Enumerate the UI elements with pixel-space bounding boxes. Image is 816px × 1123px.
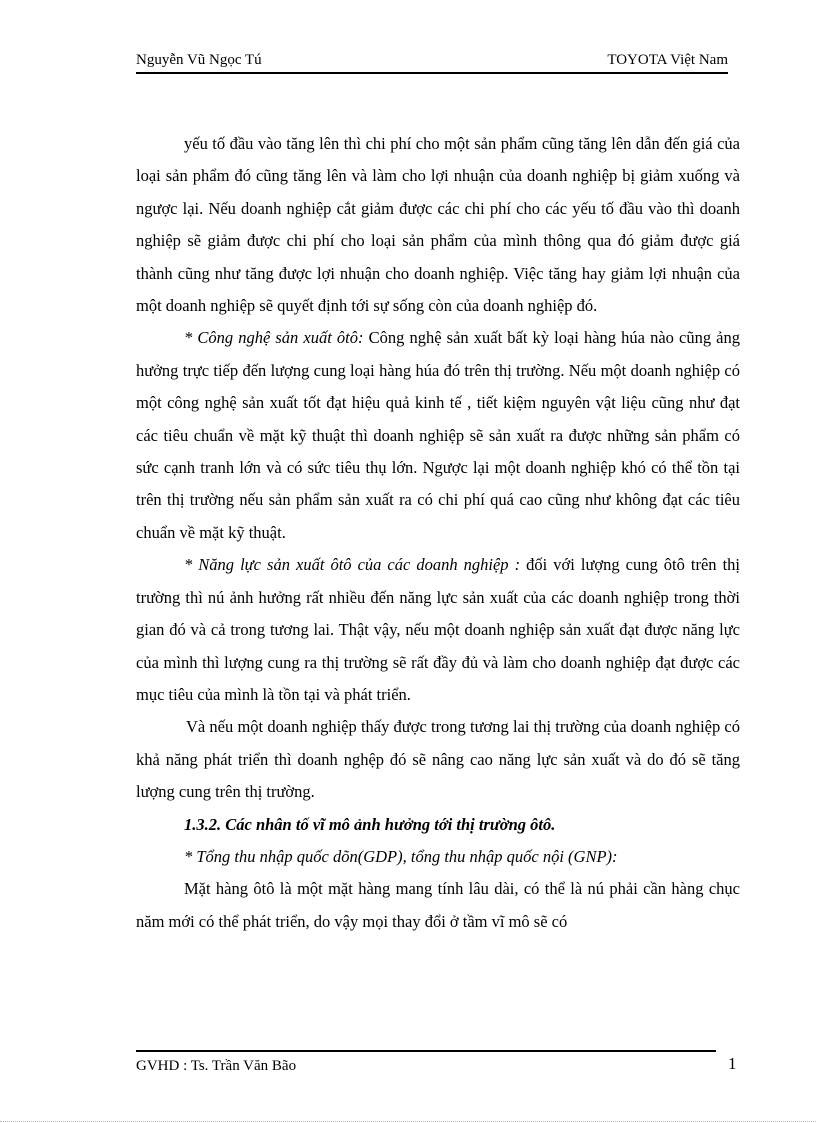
technology-text: Công nghệ sản xuất bất kỳ loại hàng húa nào cũng ảng hưởng trực tiếp đến lượng cung loại hàng húa đó trên thị trường. Nếu một doanh nghiệp có một công nghệ sản xuất tốt đạt hiệu quả kinh tế , tiết kiệm nguyên vật liệu cũng như đạt các tiêu chuẩn về mặt kỹ thuật thì doanh nghiệp sẽ sản xuất ra được những sản phẩm có sức cạnh tranh lớn và có sức tiêu thụ lớn. Ngược lại một doanh nghiệp khó có thể tồn tại trên thị trường nếu sản phẩm sản xuất ra có chi phí quá cao cũng như không đạt các tiêu chuẩn về mặt kỹ thuật.: [136, 328, 740, 542]
capacity-text: đối với lượng cung ôtô trên thị trường thì nú ảnh hưởng rất nhiều đến năng lực sản xuất của các doanh nghiệp trong thời gian đó và cả trong tương lai. Thật vậy, nếu một doanh nghiệp sản xuất đạt được năng lực của mình thì lượng cung ra thị trường sẽ rất đầy đủ và làm cho doanh nghiệp đạt được các mục tiêu của mình là tồn tại và phát triển.: [136, 555, 740, 704]
paragraph-macro-factors: Mặt hàng ôtô là một mặt hàng mang tính lâu dài, có thể là nú phải cần hàng chục năm mới có thể phát triển, do vậy mọi thay đổi ở tầm vĩ mô sẽ có: [136, 879, 740, 931]
header-author: Nguyễn Vũ Ngọc Tú: [136, 52, 262, 68]
page-edge-divider: [0, 1121, 816, 1122]
paragraph-production-capacity: [136, 549, 740, 711]
page-number: 1: [728, 1054, 737, 1073]
header-company: TOYOTA Việt Nam: [607, 52, 728, 68]
technology-label: * Công nghệ sản xuất ôtô:: [184, 328, 364, 348]
footer-advisor: GVHD : Ts. Trần Văn Bão: [136, 1058, 297, 1074]
document-body: [136, 128, 740, 938]
section-heading: 1.3.2. Các nhân tố vĩ mô ảnh hưởng tới thị trường ôtô.: [184, 814, 556, 834]
capacity-label: * Năng lực sản xuất ôtô của các doanh nghiệp :: [184, 555, 521, 575]
subsection-heading: * Tổng thu nhập quốc dõn(GDP), tổng thu nhập quốc nội (GNP):: [184, 846, 618, 866]
page-header: [136, 48, 728, 74]
paragraph-future-development: Và nếu một doanh nghiệp thấy được trong tương lai thị trường của doanh nghiệp có khả năng phát triển thì doanh nghệp đó sẽ nâng cao năng lực sản xuất và do đó sẽ tăng lượng cung trên thị trường.: [136, 717, 740, 802]
footer-rule: [136, 1050, 716, 1052]
paragraph-production-technology: [136, 322, 740, 549]
paragraph-input-costs: yếu tố đầu vào tăng lên thì chi phí cho một sản phẩm cũng tăng lên dẫn đến giá của loại sản phẩm đó cũng tăng lên và làm cho lợi nhuận của doanh nghiệp bị giảm xuống và ngược lại. Nếu doanh nghiệp cắt giảm được các chi phí cho các yếu tố đầu vào thì doanh nghiệp sẽ giảm được chi phí cho loại sản phẩm của mình thông qua đó giảm được giá thành cũng như tăng được lợi nhuận cho doanh nghiệp. Việc tăng hay giảm lợi nhuận của một doanh nghiệp sẽ quyết định tới sự sống còn của doanh nghiệp đó.: [136, 134, 740, 316]
